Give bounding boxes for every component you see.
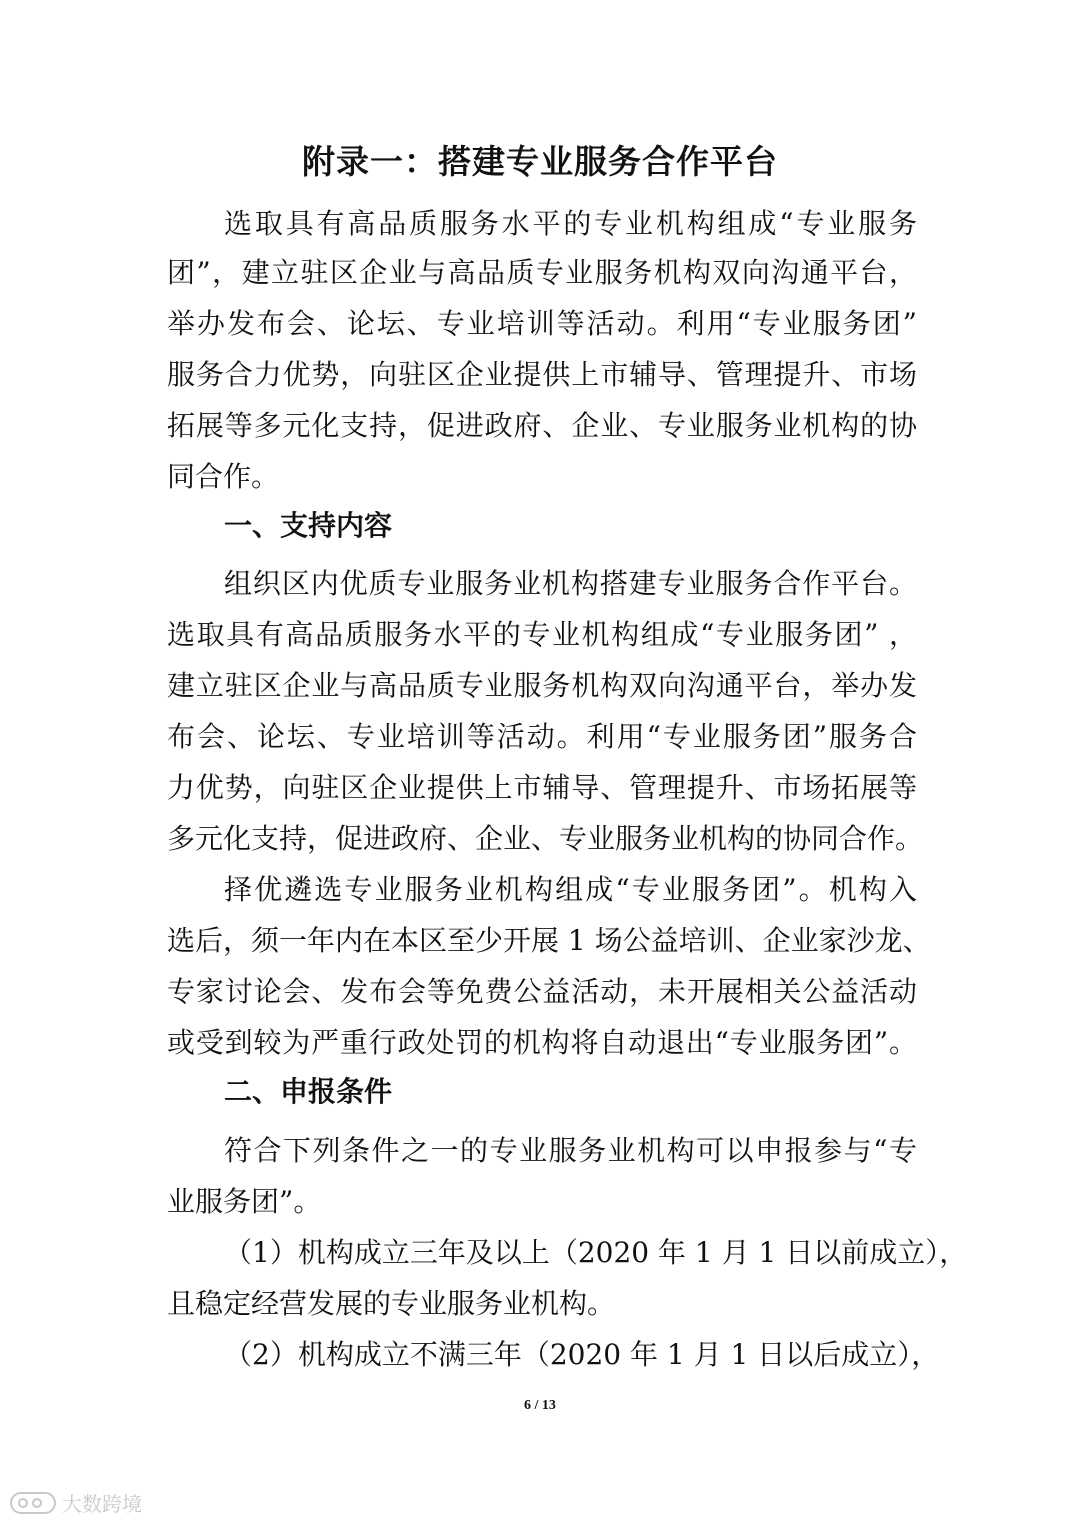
intro-line: 服务合力优势，向驻区企业提供上市辅导、管理提升、市场 xyxy=(167,358,917,391)
page-title: 附录一：搭建专业服务合作平台 xyxy=(302,142,778,181)
section-heading-eligibility: 二、申报条件 xyxy=(224,1075,393,1108)
section2-para1-line: 符合下列条件之一的专业服务业机构可以申报参与“专 xyxy=(224,1134,917,1167)
section2-para1-line: 业服务团”。 xyxy=(167,1185,322,1218)
watermark xyxy=(10,1488,142,1517)
intro-line: 举办发布会、论坛、专业培训等活动。利用“专业服务团” xyxy=(167,307,917,340)
intro-line: 团”，建立驻区企业与高品质专业服务机构双向沟通平台， xyxy=(167,256,917,289)
section1-para1-line: 布会、论坛、专业培训等活动。利用“专业服务团”服务合 xyxy=(167,720,917,753)
section1-para2-line: 选后，须一年内在本区至少开展 1 场公益培训、企业家沙龙、 xyxy=(167,924,931,957)
intro-line: 选取具有高品质服务水平的专业机构组成“专业服务 xyxy=(224,207,917,240)
section1-para1-line: 组织区内优质专业服务业机构搭建专业服务合作平台。 xyxy=(224,567,917,600)
page-number: 6 / 13 xyxy=(524,1398,556,1413)
condition-item-1-line: （1）机构成立三年及以上（2020 年 1 月 1 日以前成立）， xyxy=(224,1236,968,1269)
section1-para2-line: 择优遴选专业服务业机构组成“专业服务团”。机构入 xyxy=(224,873,917,906)
section1-para1-line: 力优势，向驻区企业提供上市辅导、管理提升、市场拓展等 xyxy=(167,771,917,804)
section1-para1-line: 建立驻区企业与高品质专业服务机构双向沟通平台，举办发 xyxy=(167,669,917,702)
section-heading-support-content: 一、支持内容 xyxy=(224,509,393,542)
watermark-logo-icon xyxy=(10,1492,56,1514)
condition-item-2-line: （2）机构成立不满三年（2020 年 1 月 1 日以后成立）， xyxy=(224,1338,940,1371)
condition-item-1-line: 且稳定经营发展的专业服务业机构。 xyxy=(167,1287,616,1320)
intro-line: 同合作。 xyxy=(167,460,280,493)
section1-para1-line: 选取具有高品质服务水平的专业机构组成“专业服务团” ， xyxy=(167,618,917,651)
section1-para1-line: 多元化支持，促进政府、企业、专业服务业机构的协同合作。 xyxy=(167,822,924,855)
watermark-text: 大数跨境 xyxy=(62,1492,142,1516)
section1-para2-line: 专家讨论会、发布会等免费公益活动，未开展相关公益活动 xyxy=(167,975,917,1008)
intro-line: 拓展等多元化支持，促进政府、企业、专业服务业机构的协 xyxy=(167,409,917,442)
section1-para2-line: 或受到较为严重行政处罚的机构将自动退出“专业服务团”。 xyxy=(167,1026,917,1059)
